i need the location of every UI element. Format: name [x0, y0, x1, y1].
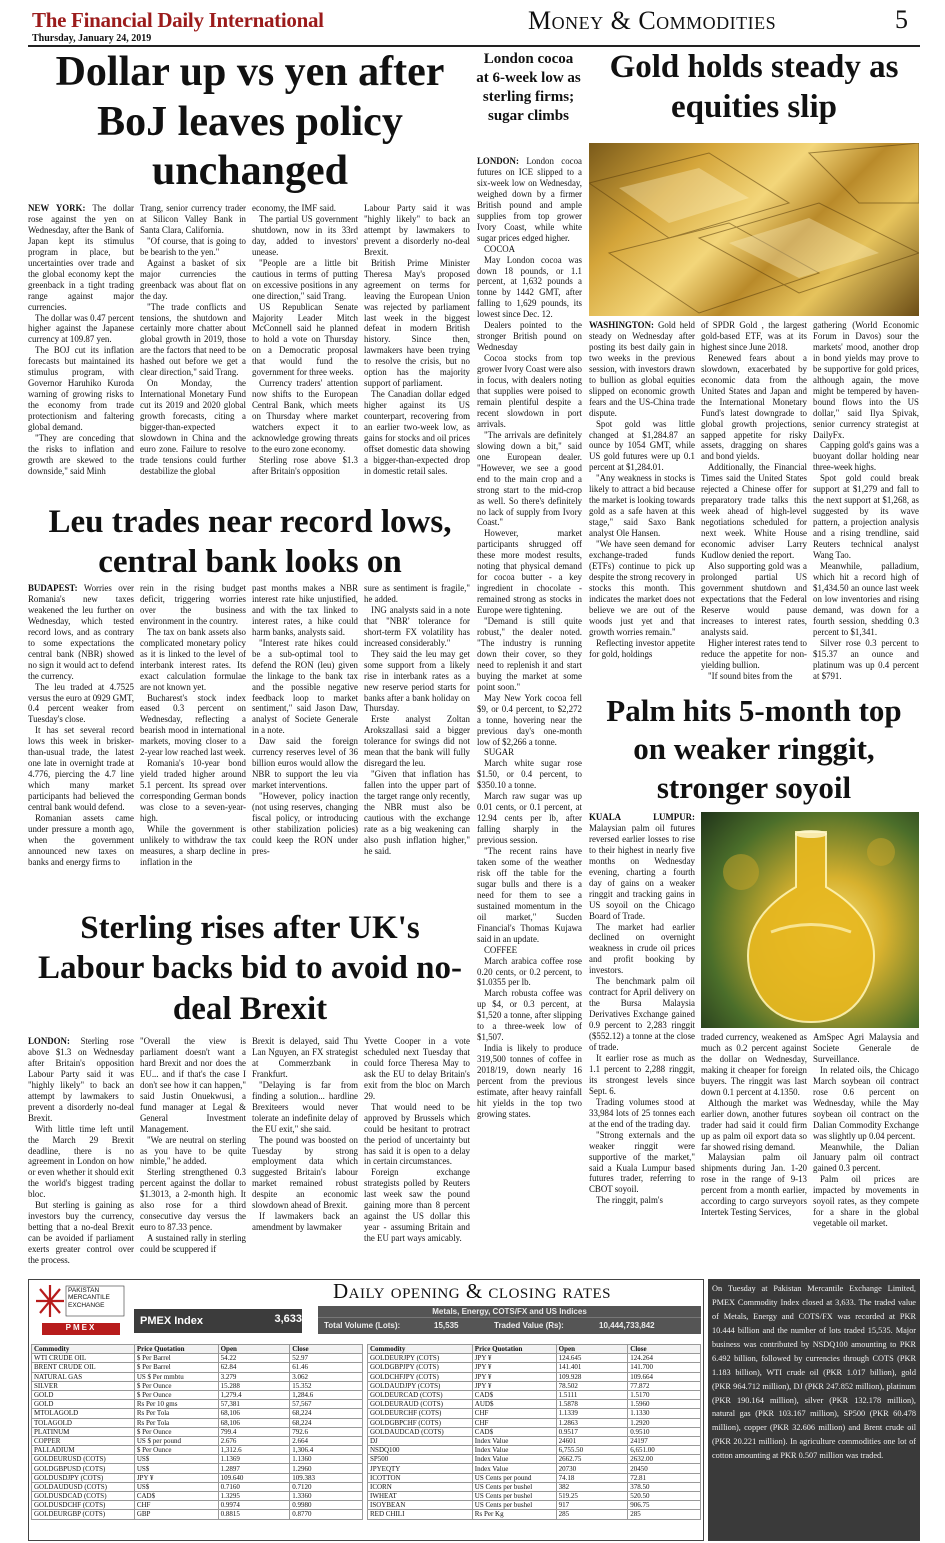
commodity-cell: ICOTTON [368, 1473, 473, 1482]
open-cell: 74.18 [556, 1473, 628, 1482]
traded-value-label: Traded Value (Rs): [494, 1321, 564, 1330]
close-cell: 52.97 [290, 1354, 363, 1363]
commodity-cell: PALLADIUM [32, 1446, 135, 1455]
table-row [32, 1400, 363, 1409]
headline-gold: Gold holds steady as equities slip [609, 49, 899, 125]
commodity-cell: TOLAGOLD [32, 1418, 135, 1427]
commodity-cell: GOLDEURCHF (COTS) [368, 1409, 473, 1418]
dollar-col-3: economy, the IMF said. The partial US government shutdown, now in its 33rd day, added to investors' unease. "People are a little bit cautious in terms of putting on excessive positions in any one direction," said Trang. US Republican Senate Majority Leader Mitch McConnell said he planned to hold a vote on Thursday on a Democratic proposal that would fund the government for three weeks. Currency traders' attention now shifts to the European Central Bank, which meets on Thursday where market watchers expect it to acknowledge growing threats to the euro zone economy. Sterling rose above $1.3 after Britain's opposition [252, 203, 358, 476]
close-cell: 378.50 [628, 1482, 701, 1491]
commodity-cell: GOLDUSDCAD (COTS) [32, 1492, 135, 1501]
close-cell: 15.352 [290, 1381, 363, 1390]
close-cell: 1,306.4 [290, 1446, 363, 1455]
commodity-cell: DJ [368, 1436, 473, 1445]
table-row [368, 1381, 701, 1390]
table-row [368, 1501, 701, 1510]
commodity-cell: GOLD [32, 1400, 135, 1409]
close-cell: 0.8770 [290, 1510, 363, 1519]
quotation-cell: $ Per Barrel [134, 1354, 218, 1363]
open-cell: 1.1339 [556, 1409, 628, 1418]
quotation-cell: $ Per Ounce [134, 1427, 218, 1436]
commodity-cell: SILVER [32, 1381, 135, 1390]
close-cell: 20450 [628, 1464, 701, 1473]
table-row [368, 1482, 701, 1491]
col-header-quotation: Price Quotation [134, 1345, 218, 1354]
headline-leu: Leu trades near record lows, central bank looks on [48, 504, 452, 581]
open-cell: 15.288 [218, 1381, 290, 1390]
open-cell: 20730 [556, 1464, 628, 1473]
headline-dollar: Dollar up vs yen after BoJ leaves policy unchanged [55, 49, 445, 195]
close-cell: 1,284.6 [290, 1390, 363, 1399]
open-cell: 0.9517 [556, 1427, 628, 1436]
open-cell: 285 [556, 1510, 628, 1519]
open-cell: 382 [556, 1482, 628, 1491]
headline-palm: Palm hits 5-month top on weaker ringgit, stronger soyoil [606, 693, 902, 805]
headline-sterling: Sterling rises after UK's Labour backs bid to avoid no-deal Brexit [38, 910, 462, 1027]
commodity-cell: BRENT CRUDE OIL [32, 1363, 135, 1372]
quotation-cell: CAD$ [134, 1492, 218, 1501]
table-row [368, 1418, 701, 1427]
headline-london-cocoa: London cocoa at 6-week low as sterling firms; sugar climbs [476, 51, 581, 125]
quotation-cell: $ Per Ounce [134, 1446, 218, 1455]
palm-col-1: KUALA LUMPUR: Malaysian palm oil futures reversed earlier losses to rise to their highest in nearly five months on Wednesday evening, charting a fourth day of gains on a weaker ringgit and tracking gains in US soyoil on the Chicago Board of Trade. The market had earlier declined on overnight weakness in crude oil prices and profit booking by investors. The benchmark palm oil contract for April delivery on the Bursa Malaysia Derivatives Exchange gained 0.9 percent to 2,283 ringgit ($552.12) a tonne at the close of trade. It earlier rose as much as 1.1 percent to 2,288 ringgit, its strongest levels since Sept. 6. Trading volumes stood at 33,984 lots of 25 tonnes each at the end of the trading day. "Strong externals and the weaker ringgit were supportive of the market," said a Kuala Lumpur based futures trader, referring to CBOT soyoil. The ringgit, palm's [589, 812, 695, 1206]
quotation-cell: JPY ¥ [472, 1363, 556, 1372]
quotation-cell: JPY ¥ [134, 1473, 218, 1482]
close-cell: 1.5960 [628, 1400, 701, 1409]
quotation-cell: US Cents per bushel [472, 1501, 556, 1510]
table-row [32, 1464, 363, 1473]
pmex-logo [36, 1283, 126, 1339]
commodity-cell: NSDQ100 [368, 1446, 473, 1455]
sterling-col-4: Yvette Cooper in a vote scheduled next Tuesday that could force Theresa May to ask the EU to delay Britain's exit from the bloc on March 29. That would need to be approved by Brussels which could be hesitant to protract the period of uncertainty but has said it is open to a delay in certain circumstances. Foreign exchange strategists polled by Reuters last week saw the pound gaining more than 8 percent against the US dollar this year - assuming Britain and the EU part ways amicably. [364, 1036, 470, 1244]
quotation-cell: US Cents per pound [472, 1473, 556, 1482]
quotation-cell: CAD$ [472, 1390, 556, 1399]
commodity-cell: IWHEAT [368, 1492, 473, 1501]
quotation-cell: Rs Per Kg [472, 1510, 556, 1519]
commodity-cell: GOLDUSDJPY (COTS) [32, 1473, 135, 1482]
commodity-cell: GOLD [32, 1390, 135, 1399]
commodity-cell: GOLDGBPUSD (COTS) [32, 1464, 135, 1473]
close-cell: 61.46 [290, 1363, 363, 1372]
quotation-cell: CHF [472, 1409, 556, 1418]
open-cell: 1.5878 [556, 1400, 628, 1409]
close-cell: 1.3360 [290, 1492, 363, 1501]
quotation-cell: Index Value [472, 1455, 556, 1464]
rates-table-left-wrap [31, 1344, 363, 1520]
commodity-cell: JPYEQTY [368, 1464, 473, 1473]
close-cell: 1.5170 [628, 1390, 701, 1399]
open-cell: 917 [556, 1501, 628, 1510]
masthead-date: Thursday, January 24, 2019 [32, 33, 152, 44]
close-cell: 109.383 [290, 1473, 363, 1482]
close-cell: 57,567 [290, 1400, 363, 1409]
open-cell: 3.279 [218, 1372, 290, 1381]
table-row [368, 1354, 701, 1363]
leu-col-4: sure as sentiment is fragile," he added. ING analysts said in a note that "NBR' tolerance for short-term FX volatility has increased considerably." They said the leu may get some support from a likely rise in interbank rates as a new reserve period starts for banks after a bank holiday on Thursday. Erste analyst Zoltan Arokszallasi said a bigger tolerance for swings did not mean that the bank will fully disregard the leu. "Given that inflation has fallen into the upper part of the target range only recently, the NBR must also be cautious with the exchange rate as a big weakening can also push inflation higher," he said. [364, 583, 470, 856]
close-cell: 124.264 [628, 1354, 701, 1363]
open-cell: 24601 [556, 1436, 628, 1445]
table-row [368, 1464, 701, 1473]
quotation-cell: Rs Per Tola [134, 1409, 218, 1418]
table-row [32, 1372, 363, 1381]
sterling-col-3: Brexit is delayed, said Thu Lan Nguyen, an FX strategist at Commerzbank in Frankfurt. "Delaying is far from finding a solution... hardline Brexiteers would never tolerate an indefinite delay of the EU exit," she said. The pound was boosted on Tuesday by strong employment data which suggested Britain's labour market remained robust despite an economic slowdown ahead of Brexit. If lawmakers back an amendment by lawmaker [252, 1036, 358, 1233]
close-cell: 109.664 [628, 1372, 701, 1381]
commodity-cell: GOLDEURUSD (COTS) [32, 1455, 135, 1464]
table-row [368, 1363, 701, 1372]
table-row [32, 1354, 363, 1363]
open-cell: 68,106 [218, 1418, 290, 1427]
london-cocoa-column: LONDON: London cocoa futures on ICE slipped to a six-week low on Wednesday, weighed down by a firmer British pound and ample supplies from top grower Ivory Coast, while white sugar prices edged higher. COCOA May London cocoa was down 18 pounds, or 1.1 percent, at 1,632 pounds a tonne by 1442 GMT, after falling to 1,629 pounds, its lowest since Dec. 12. Dealers pointed to the stronger British pound on Wednesday Cocoa stocks from top grower Ivory Coast were also in focus, with dealers noting that supplies were poised to remain plentiful despite a recent slowdown in port arrivals. "The arrivals are definitely slowing down a bit," said one European dealer. "However, we see a good end to the main crop and a strong start to the mid-crop as well. So there's definitely no lack of supply from Ivory Coast." However, market participants shrugged off these more modest results, noting that physical demand for cocoa butter - a key ingredient in chocolate - remained strong as stocks in Europe were tightening. "Demand is still quite robust," the dealer noted. "The industry is running down their cover, so they need to replenish it and start buying the market at some point soon." May New York cocoa fell $9, or 0.4 percent, to $2,272 a tonne, hovering near the previous day's one-month low of $2,266 a tonne. SUGAR March white sugar rose $1.50, or 0.4 percent, to $350.10 a tonne. March raw sugar was up 0.01 cents, or 0.1 percent, at 12.94 cents per lb, after falling sharply in the previous session. "The recent rains have taken some of the weather risk off the table for the sugar bulls and there is a need for them to see a sustained momentum in the oil market," Sucden Financial's Thomas Kujawa said in an update. COFFEE March arabica coffee rose 0.20 cents, or 0.2 percent, to $1.0355 per lb. March robusta coffee was up $4, or 0.3 percent, at $1,520 a tonne, after slipping to a three-week low of $1,507. India is likely to produce 319,500 tonnes of coffee in 2018/19, down nearly 16 percent from the previous estimate, after heavy rainfall hit yields in the top two growing states. [477, 156, 582, 1119]
open-cell: 78.502 [556, 1381, 628, 1390]
col-header-commodity: Commodity [368, 1345, 473, 1354]
open-cell: 2.676 [218, 1436, 290, 1445]
quotation-cell: US$ [134, 1455, 218, 1464]
commodity-cell: GOLDGBPJPY (COTS) [368, 1363, 473, 1372]
quotation-cell: US $ per pound [134, 1436, 218, 1445]
gold-bars-image [589, 143, 919, 316]
open-cell: 124.645 [556, 1354, 628, 1363]
quotation-cell: $ Per Ounce [134, 1381, 218, 1390]
palm-oil-image [701, 812, 919, 1028]
close-cell: 520.50 [628, 1492, 701, 1501]
table-row [368, 1427, 701, 1436]
commodity-cell: SP500 [368, 1455, 473, 1464]
commodity-cell: GOLDEURCAD (COTS) [368, 1390, 473, 1399]
palm-col-2: traded currency, weakened as much as 0.2 percent against the dollar on Wednesday, making it cheaper for foreign buyers. The ringgit was last down 0.1 percent at 4.1350. Although the market was earlier down, another futures trader had said it could firm up as palm oil export data so far showed rising demand. Malaysian palm oil shipments during Jan. 1-20 rose in the range of 9-13 percent from a month earlier, according to cargo surveyors Intertek Testing Services, [701, 1032, 807, 1218]
open-cell: 57,381 [218, 1400, 290, 1409]
open-cell: 109.640 [218, 1473, 290, 1482]
page-number: 5 [895, 5, 908, 34]
quotation-cell: US Cents per bushel [472, 1492, 556, 1501]
col-header-commodity: Commodity [32, 1345, 135, 1354]
traded-value-value: 10,444,733,842 [599, 1321, 655, 1330]
section-title: Money & Commodities [528, 6, 777, 35]
commodity-cell: GOLDEURAUD (COTS) [368, 1400, 473, 1409]
close-cell: 68,224 [290, 1418, 363, 1427]
col-header-close: Close [290, 1345, 363, 1354]
quotation-cell: Index Value [472, 1464, 556, 1473]
volume-value: 15,535 [434, 1321, 459, 1330]
leu-col-3: past months makes a NBR interest rate hike unjustified, and with the tax linked to interest rates, a hike could harm banks, analysts said. "Interest rate hikes could be a sub-optimal tool to defend the RON (leu) given the linkage to the bank tax and the possible negative feedback loop to market sentiment," said Jason Daw, analyst of Societe Generale in a note. Daw said the foreign currency reserves level of 36 billion euros would allow the NBR to support the leu via market interventions. "However, policy inaction (not using reserves, changing fiscal policy, or introducing other stabilization policies) could keep the RON under pres- [252, 583, 358, 856]
commodity-cell: COPPER [32, 1436, 135, 1445]
dollar-col-4: Labour Party said it was "highly likely" to back an attempt by lawmakers to prevent a disorderly no-deal Brexit. British Prime Minister Theresa May's proposed agreement on terms for leaving the European Union was rejected by parliament last week in the biggest defeat in modern British history. Since then, lawmakers have been trying to resolve the crisis, but no option has the majority support of parliament. The Canadian dollar edged higher against its US counterpart, recovering from an earlier two-week low, as gains for stocks and oil prices offset domestic data showing a bigger-than-expected drop in domestic retail sales. [364, 203, 470, 476]
rates-table-left [31, 1344, 363, 1520]
table-row [368, 1473, 701, 1482]
open-cell: 1,312.6 [218, 1446, 290, 1455]
table-row [368, 1436, 701, 1445]
col-header-open: Open [218, 1345, 290, 1354]
sterling-col-1: LONDON: Sterling rose above $1.3 on Wednesday after Britain's opposition Labour Party said it was "highly likely" to back an attempt by lawmakers to prevent a disorderly no-deal Brexit. With little time left until the March 29 Brexit deadline, there is no agreement in London on how or even whether it should exit the world's biggest trading bloc. But sterling is gaining as investors buy the currency, betting that a no-deal Brexit can be avoided if parliament exerts greater control over the process. [28, 1036, 134, 1266]
table-row [32, 1473, 363, 1482]
close-cell: 68,224 [290, 1409, 363, 1418]
open-cell: 2662.75 [556, 1455, 628, 1464]
open-cell: 1.2897 [218, 1464, 290, 1473]
gold-col-1: WASHINGTON: Gold held steady on Wednesday after posting its best daily gain in two weeks in the previous session, with investors drawn to bullion as global equities slipped on economic growth fears and the US-China trade dispute. Spot gold was little changed at $1,284.87 an ounce by 1054 GMT, while US gold futures were up 0.1 percent at $1,284.01. "Any weakness in stocks is likely to attract a bid because the market is looking towards gold as a safe haven at this stage," said Saxo Bank analyst Ole Hansen. "We have seen demand for exchange-traded funds (ETFs) continue to pick up despite the strong recovery in stocks this month. This indicates the market does not believe we are out of the woods just yet and that growth worries remain." Reflecting investor appetite for gold, holdings [589, 320, 695, 659]
close-cell: 0.9510 [628, 1427, 701, 1436]
open-cell: 62.84 [218, 1363, 290, 1372]
commodity-cell: GOLDAUDJPY (COTS) [368, 1381, 473, 1390]
table-row [368, 1455, 701, 1464]
commodity-cell: WTI CRUDE OIL [32, 1354, 135, 1363]
quotation-cell: $ Per Barrel [134, 1363, 218, 1372]
table-row [32, 1455, 363, 1464]
commodity-cell: GOLDEURGBP (COTS) [32, 1510, 135, 1519]
open-cell: 141.401 [556, 1363, 628, 1372]
dollar-col-2: Trang, senior currency trader at Silicon Valley Bank in Santa Clara, California. "Of course, that is going to be bearish to the yen." Against a basket of six major currencies the greenback was about flat on the day. "The trade conflicts and tensions, the shutdown and certainly more chatter about global growth in 2019, those are the factors that need to be hashed out before we get a clear direction," said Trang. On Monday, the International Monetary Fund cut its 2019 and 2020 global growth forecasts, citing a bigger-than-expected slowdown in China and the euro zone. Failure to resolve trade tensions could further destabilize the global [140, 203, 246, 476]
leu-col-2: rein in the rising budget deficit, triggering worries over the business environment in the country. The tax on bank assets also complicated monetary policy as it is linked to the level of interbank interest rates. Its exact calculation formulae are not known yet. Bucharest's stock index eased 0.3 percent on Wednesday, reflecting a bearish mood in international markets, moving closer to a 2-year low reached last week. Romania's 10-year bond yield traded higher around 5.1 percent. Its spread over corresponding German bonds was close to a seven-year-high. While the government is unlikely to withdraw the tax measures, a sharp decline in inflation in the [140, 583, 246, 867]
table-row [32, 1501, 363, 1510]
table-row [32, 1436, 363, 1445]
quotation-cell: JPY ¥ [472, 1372, 556, 1381]
quotation-cell: Rs Per Tola [134, 1418, 218, 1427]
open-cell: 1.3295 [218, 1492, 290, 1501]
rates-table-right [367, 1344, 701, 1520]
commodity-cell: ICORN [368, 1482, 473, 1491]
col-header-quotation: Price Quotation [472, 1345, 556, 1354]
table-row [368, 1492, 701, 1501]
quotation-cell: Rs Per 10 gms [134, 1400, 218, 1409]
commodity-cell: PLATINUM [32, 1427, 135, 1436]
table-row [32, 1390, 363, 1399]
commodity-cell: ISOYBEAN [368, 1501, 473, 1510]
top-rule [28, 45, 920, 47]
open-cell: 519.25 [556, 1492, 628, 1501]
commodity-cell: GOLDUSDCHF (COTS) [32, 1501, 135, 1510]
volume-header: Metals, Energy, COTS/FX and US Indices [318, 1306, 701, 1318]
table-row [32, 1409, 363, 1418]
close-cell: 6,651.00 [628, 1446, 701, 1455]
table-row [32, 1427, 363, 1436]
commodity-cell: GOLDGBPCHF (COTS) [368, 1418, 473, 1427]
open-cell: 0.9974 [218, 1501, 290, 1510]
close-cell: 1.2920 [628, 1418, 701, 1427]
close-cell: 1.2960 [290, 1464, 363, 1473]
masthead-title: The Financial Daily International [32, 8, 324, 32]
commodity-cell: GOLDAUDCAD (COTS) [368, 1427, 473, 1436]
quotation-cell: CHF [472, 1418, 556, 1427]
quotation-cell: Index Value [472, 1446, 556, 1455]
open-cell: 0.7160 [218, 1482, 290, 1491]
sterling-col-2: "Overall the view is parliament doesn't want a hard Brexit and nor does the EU... and if that's the case I don't see how it can happen," said Justin Onuekwusi, a fund manager at Legal & General Investment Management. "We are neutral on sterling as you have to be quite nimble," he added. Sterling strengthened 0.3 percent against the dollar to $1.3013, a 2-month high. It also rose for a third consecutive day versus the euro to 87.33 pence. A sustained rally in sterling could be scuppered if [140, 1036, 246, 1255]
close-cell: 2632.00 [628, 1455, 701, 1464]
table-row [368, 1409, 701, 1418]
quotation-cell: US$ [134, 1482, 218, 1491]
volume-label: Total Volume (Lots): [324, 1321, 401, 1330]
table-row [32, 1446, 363, 1455]
open-cell: 1,279.4 [218, 1390, 290, 1399]
pmex-logo-abbr: PMEX [65, 1323, 97, 1332]
leu-col-1: BUDAPEST: Worries over Romania's new taxes weakened the leu further on Wednesday, which tested record lows, and as contrary to some expectations the central bank (NBR) showed no sign it would act to defend the currency. The leu traded at 4.7525 versus the euro at 0929 GMT, 0.4 percent weaker from Tuesday's close. It has set several record lows this week in brisker-than-usual trade, the latest one late in overnight trade at 4.776, piercing the 4.7 line which many market participants had believed the central bank would defend. Romanian assets came under pressure a month ago, when the government announced new taxes on banks and energy firms to [28, 583, 134, 867]
dateline: NEW YORK: [28, 203, 86, 213]
open-cell: 54.22 [218, 1354, 290, 1363]
commodity-cell: GOLDCHFJPY (COTS) [368, 1372, 473, 1381]
table-row [32, 1510, 363, 1519]
close-cell: 2.664 [290, 1436, 363, 1445]
table-row [32, 1492, 363, 1501]
quotation-cell: $ Per Ounce [134, 1390, 218, 1399]
commodity-cell: GOLDAUDUSD (COTS) [32, 1482, 135, 1491]
table-row [368, 1390, 701, 1399]
col-header-close: Close [628, 1345, 701, 1354]
rates-table-right-wrap [367, 1344, 701, 1520]
open-cell: 1.5111 [556, 1390, 628, 1399]
gold-bars-icon [589, 143, 919, 316]
close-cell: 792.6 [290, 1427, 363, 1436]
col-header-open: Open [556, 1345, 628, 1354]
table-row [368, 1446, 701, 1455]
commodity-cell: NATURAL GAS [32, 1372, 135, 1381]
gold-col-3: gathering (World Economic Forum in Davos) sour the markets' mood, another drop in bond yields may prove to be supportive for gold prices, although again, the move might be tempered by haven-bound flows into the US dollar," said Ilya Spivak, senior currency strategist at DailyFx. Capping gold's gains was a buoyant dollar holding near three-week highs. Spot gold could break support at $1,279 and fall to the next support at $1,268, as suggested by its wave pattern, a projection analysis and a rising trendline, said Reuters technical analyst Wang Tao. Meanwhile, palladium, which hit a record high of $1,434.50 an ounce last week on low inventories and rising demand, was down for a fourth session, shedding 0.3 percent to $1,341. Silver rose 0.3 percent to $15.37 an ounce and platinum was up 0.4 percent at $791. [813, 320, 919, 681]
pmex-summary: On Tuesday at Pakistan Mercantile Exchange Limited, PMEX Commodity Index closed at 3,633. The traded value of Metals, Energy and COTS/FX was recorded at PKR 10.444 billion and the number of lots traded 15,535. Major business was contributed by NSDQ100 amounting to PKR 6.492 billion, followed by currencies through COTS (PKR 1.183 billion), WTI crude oil (PKR 1.017 billion), gold (PKR 964.712 million), DJ (PKR 247.852 million), platinum (PKR 190.164 million), silver (PKR 132.178 million), natural gas (PKR 103.167 million), SP500 (PKR 60.478 million), copper (PKR 32.606 million) and Brent crude oil (PKR 20.221 million). In agriculture commodities one lot of cotton amounting at PKR 0.507 million was traded. [708, 1279, 920, 1541]
quotation-cell: JPY ¥ [472, 1381, 556, 1390]
open-cell: 109.928 [556, 1372, 628, 1381]
table-row [368, 1372, 701, 1381]
quotation-cell: AUD$ [472, 1400, 556, 1409]
close-cell: 24197 [628, 1436, 701, 1445]
commodity-cell: GOLDEURJPY (COTS) [368, 1354, 473, 1363]
table-row [368, 1510, 701, 1519]
palm-col-3: AmSpec Agri Malaysia and Societe Generale de Surveillance. In related oils, the Chicago March soybean oil contract rose 0.6 percent on Wednesday, while the May soybean oil contract on the Dalian Commodity Exchange was slightly up 0.04 percent. Meanwhile, the Dalian January palm oil contract gained 0.3 percent. Palm oil prices are impacted by movements in soyoil rates, as they compete for a share in the global vegetable oil market. [813, 1032, 919, 1229]
quotation-cell: US $ Per mmbtu [134, 1372, 218, 1381]
close-cell: 77.872 [628, 1381, 701, 1390]
oil-flask-icon [701, 812, 919, 1028]
quotation-cell: US Cents per bushel [472, 1482, 556, 1491]
quotation-cell: Index Value [472, 1436, 556, 1445]
close-cell: 141.700 [628, 1363, 701, 1372]
table-row [32, 1418, 363, 1427]
quotation-cell: CHF [134, 1501, 218, 1510]
close-cell: 906.75 [628, 1501, 701, 1510]
close-cell: 72.81 [628, 1473, 701, 1482]
quotation-cell: CAD$ [472, 1427, 556, 1436]
table-row [368, 1400, 701, 1409]
open-cell: 68,106 [218, 1409, 290, 1418]
commodity-cell: RED CHILI [368, 1510, 473, 1519]
open-cell: 1.1369 [218, 1455, 290, 1464]
pmex-index-value: 3,633 [274, 1313, 302, 1325]
close-cell: 1.1360 [290, 1455, 363, 1464]
pmex-index-label: PMEX Index [140, 1315, 203, 1327]
close-cell: 0.7120 [290, 1482, 363, 1491]
dollar-col-1: NEW YORK: The dollar rose against the yen on Wednesday, after the Bank of Japan kept its stimulus program in place, but uncertainties over trade and the global economy kept the greenback in a tight trading range against major currencies. The dollar was 0.47 percent higher against the Japanese currency at 109.87 yen. The BOJ cut its inflation forecasts but maintained its stimulus program, with Governor Haruhiko Kuroda warning of growing risks to the economy from trade protectionism and faltering global demand. "They are conceding that the risks to inflation and growth are skewed to the downside," said Minh [28, 203, 134, 476]
open-cell: 799.4 [218, 1427, 290, 1436]
quotation-cell: US$ [134, 1464, 218, 1473]
pmex-logo-text: PAKISTAN MERCANTILE EXCHANGE [68, 1287, 110, 1309]
gold-col-2: of SPDR Gold , the largest gold-based ETF, was at its highest since June 2018. Renewed fears about a slowdown, exacerbated by economic data from the United States and Japan and the International Monetary Fund's latest downgrade to global growth projections, sapped appetite for risky assets, dragging on shares and bond yields. Additionally, the Financial Times said the United States rejected a Chinese offer for preparatory trade talks this week ahead of high-level negotiations scheduled for next week. White House economic adviser Larry Kudlow denied the report. Also supporting gold was a prolonged partial US government shutdown and expectations that the Federal Reserve would pause increases to interest rates, analysts said. Higher interest rates tend to reduce the appetite for non-yielding bullion. "If sound bites from the [701, 320, 807, 681]
close-cell: 0.9980 [290, 1501, 363, 1510]
table-row [32, 1482, 363, 1491]
close-cell: 1.1330 [628, 1409, 701, 1418]
volume-bar [318, 1306, 701, 1334]
open-cell: 6,755.50 [556, 1446, 628, 1455]
close-cell: 285 [628, 1510, 701, 1519]
open-cell: 1.2863 [556, 1418, 628, 1427]
table-row [32, 1363, 363, 1372]
open-cell: 0.8815 [218, 1510, 290, 1519]
table-row [32, 1381, 363, 1390]
quotation-cell: GBP [134, 1510, 218, 1519]
commodity-cell: MTOLAGOLD [32, 1409, 135, 1418]
rates-title: Daily opening & closing rates [333, 1279, 611, 1303]
close-cell: 3.062 [290, 1372, 363, 1381]
quotation-cell: JPY ¥ [472, 1354, 556, 1363]
